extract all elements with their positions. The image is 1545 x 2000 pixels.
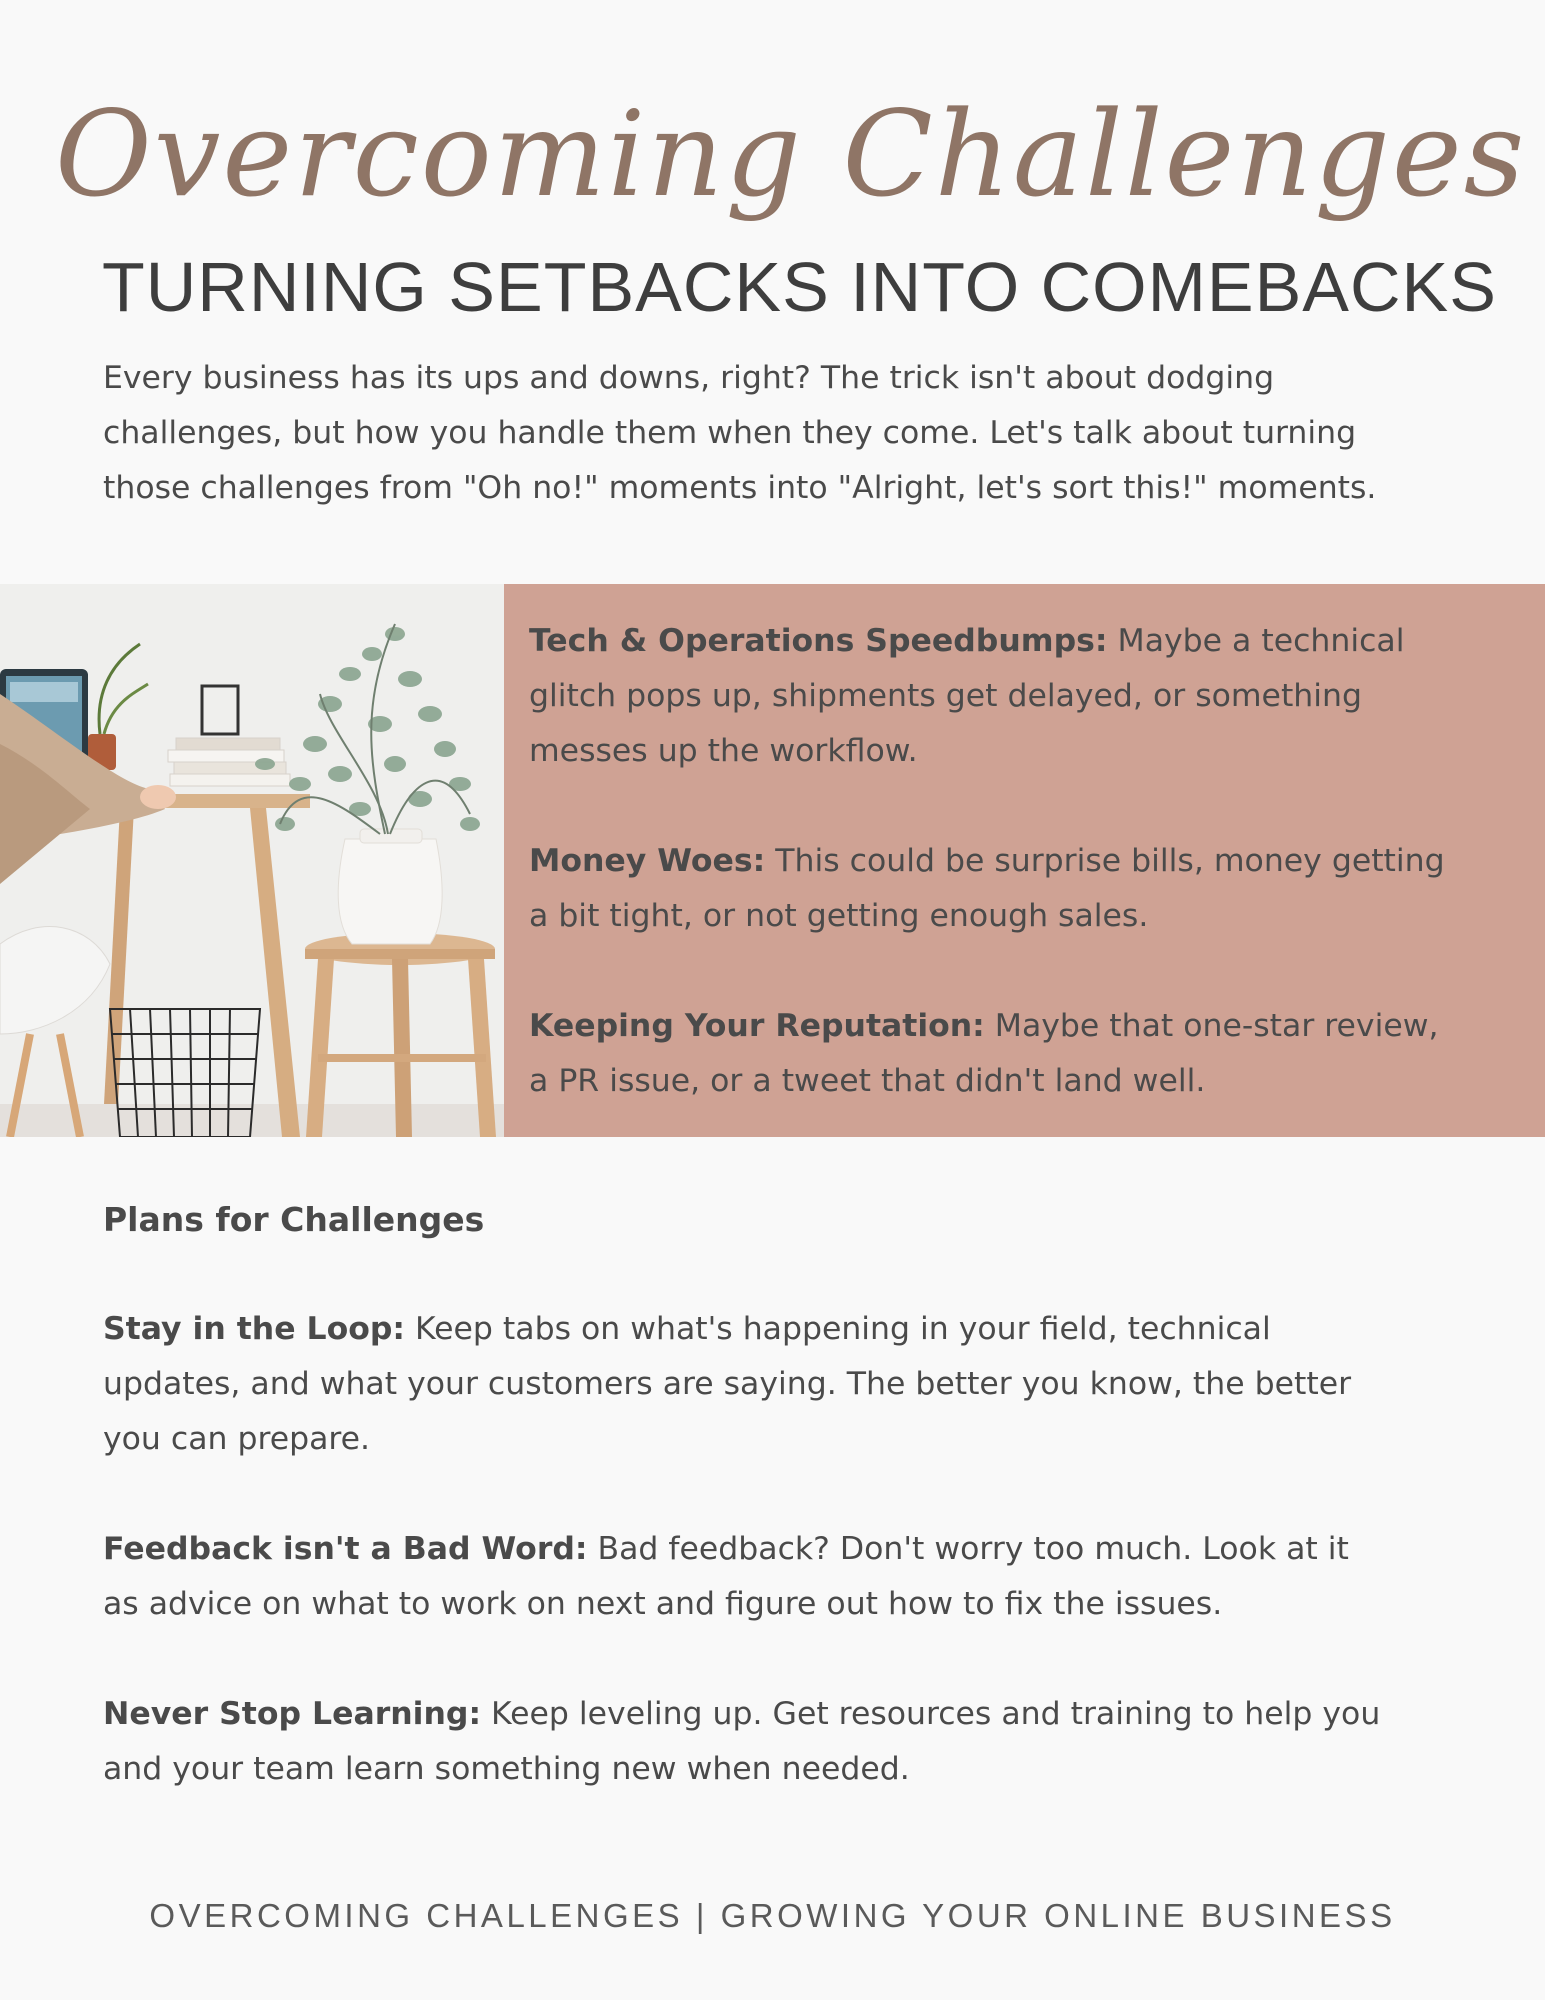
challenges-band	[0, 584, 1545, 1137]
challenge-line	[529, 999, 1529, 1054]
plan-line: updates, and what your customers are saying. The better you know, the better	[103, 1366, 1352, 1402]
plan-line: you can prepare.	[103, 1421, 371, 1457]
plan-item	[103, 1687, 1483, 1797]
challenge-line: a bit tight, or not getting enough sales.	[529, 898, 1149, 934]
challenge-text: Maybe that one-star review,	[984, 1008, 1439, 1044]
challenge-line	[529, 834, 1529, 889]
plan-item	[103, 1522, 1483, 1632]
plans-section	[103, 1192, 1483, 1797]
desk-photo	[0, 584, 504, 1137]
plan-line: as advice on what to work on next and figure out how to fix the issues.	[103, 1586, 1223, 1622]
challenge-line: glitch pops up, shipments get delayed, or something	[529, 678, 1362, 714]
challenge-item	[529, 614, 1529, 779]
challenge-label: Keeping Your Reputation:	[529, 1008, 985, 1044]
challenge-line: messes up the workflow.	[529, 733, 918, 769]
plan-text: Bad feedback? Don't worry too much. Look at it	[587, 1531, 1349, 1567]
script-title: Overcoming Challenges	[55, 85, 1527, 223]
plan-line	[103, 1687, 1483, 1742]
challenge-item	[529, 999, 1529, 1109]
desk-photo-illustration	[0, 584, 504, 1137]
intro-paragraph	[103, 351, 1463, 516]
challenge-line	[529, 614, 1529, 669]
plan-label: Never Stop Learning:	[103, 1696, 482, 1732]
intro-line: Every business has its ups and downs, right? The trick isn't about dodging	[103, 360, 1275, 396]
challenges-list	[529, 614, 1529, 1109]
plan-line	[103, 1302, 1483, 1357]
challenge-text: Maybe a technical	[1107, 623, 1405, 659]
plan-line	[103, 1522, 1483, 1577]
plan-text: Keep leveling up. Get resources and training to help you	[481, 1696, 1381, 1732]
plans-heading: Plans for Challenges	[103, 1200, 485, 1239]
intro-line: those challenges from "Oh no!" moments into "Alright, let's sort this!" moments.	[103, 470, 1377, 506]
intro-line: challenges, but how you handle them when they come. Let's talk about turning	[103, 415, 1357, 451]
plan-line: and your team learn something new when needed.	[103, 1751, 910, 1787]
page-footer: OVERCOMING CHALLENGES | GROWING YOUR ONLINE BUSINESS	[149, 1897, 1396, 1934]
challenge-item	[529, 834, 1529, 944]
plan-item	[103, 1302, 1483, 1467]
plan-label: Stay in the Loop:	[103, 1311, 406, 1347]
page-subtitle: TURNING SETBACKS INTO COMEBACKS	[102, 248, 1497, 326]
challenge-line: a PR issue, or a tweet that didn't land well.	[529, 1063, 1206, 1099]
challenges-panel	[504, 584, 1545, 1137]
challenge-label: Tech & Operations Speedbumps:	[529, 623, 1108, 659]
challenge-label: Money Woes:	[529, 843, 766, 879]
plan-text: Keep tabs on what's happening in your field, technical	[405, 1311, 1271, 1347]
challenge-text: This could be surprise bills, money getting	[765, 843, 1445, 879]
plan-label: Feedback isn't a Bad Word:	[103, 1531, 588, 1567]
